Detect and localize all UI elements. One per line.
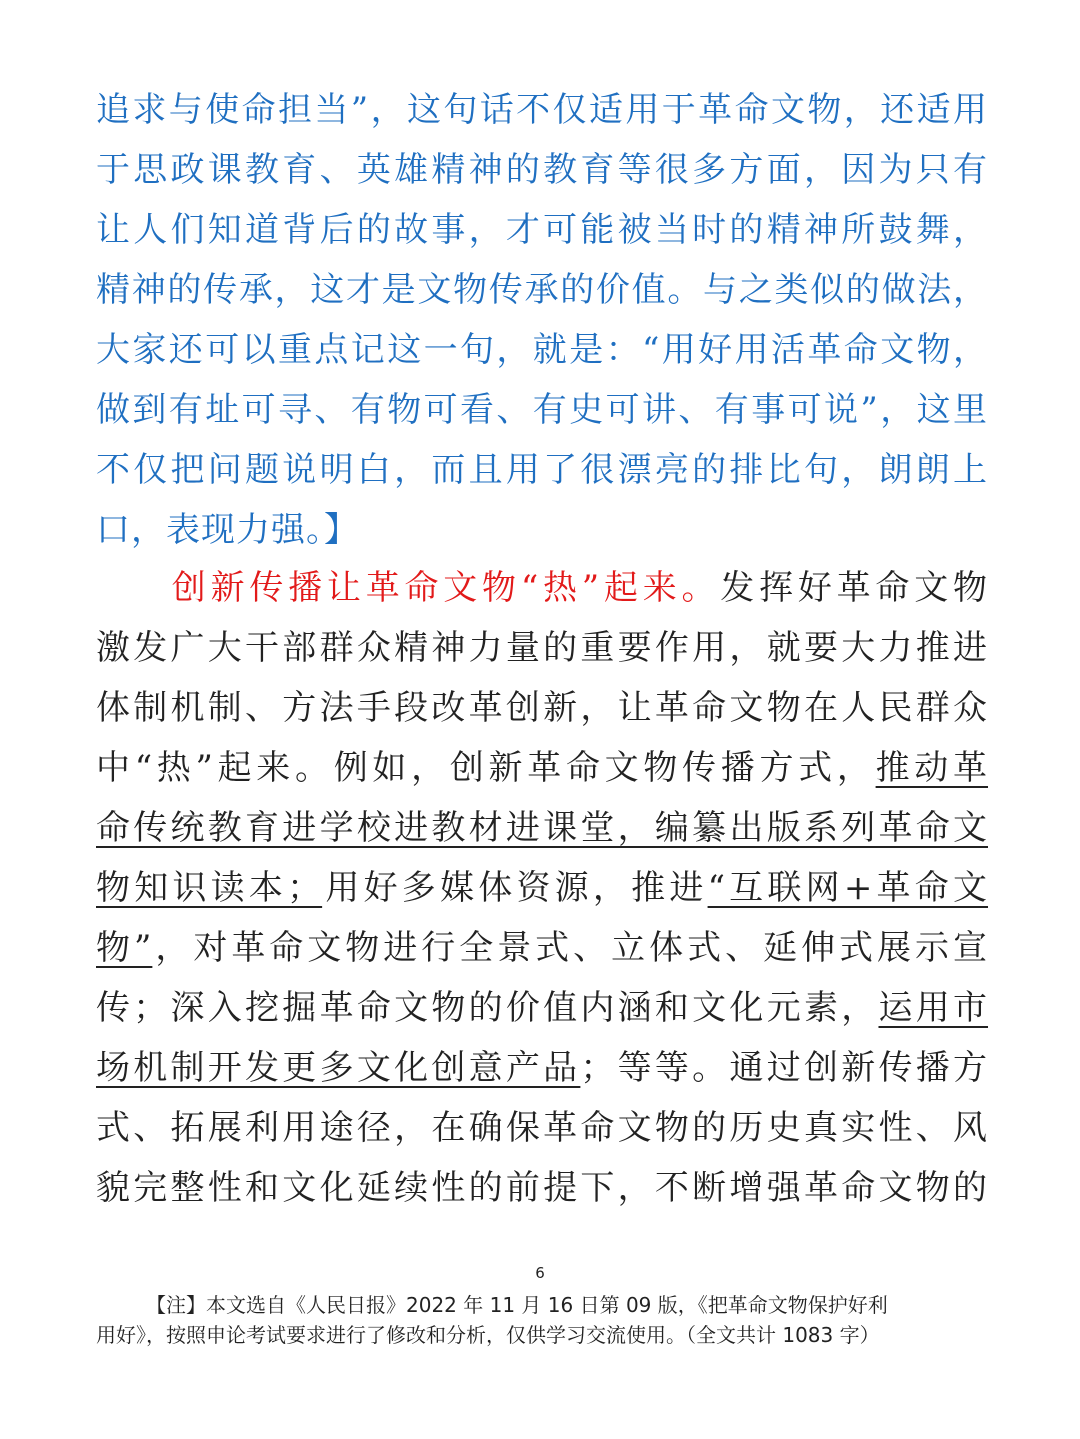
body-text: 中“热”起来。例如，创新革命文物传播方式， [96, 748, 876, 788]
commentary-line: 于思政课教育、英雄精神的教育等很多方面，因为只有 [96, 150, 988, 190]
body-line [96, 1038, 988, 1098]
commentary-paragraph [96, 80, 988, 560]
footnote [96, 1290, 988, 1350]
page-number: 6 [535, 1264, 545, 1282]
body-text: 传；深入挖掘革命文物的价值内涵和文化元素， [96, 988, 879, 1028]
body-text: ；等等。通过创新传播方 [580, 1048, 988, 1088]
body-paragraph [96, 558, 988, 1218]
underlined-text: 物” [96, 928, 153, 968]
underlined-text: “互联网+革命文 [707, 868, 989, 908]
body-line [96, 918, 988, 978]
body-line [96, 978, 988, 1038]
underlined-text: 场机制开发更多文化创意产品 [96, 1048, 581, 1088]
commentary-line: 精神的传承，这才是文物传承的价值。与之类似的做法， [96, 270, 988, 310]
body-line [96, 798, 988, 858]
commentary-line: 口，表现力强。】 [96, 510, 359, 550]
body-line: 激发广大干部群众精神力量的重要作用，就要大力推进 [96, 628, 988, 668]
underlined-text: 命传统教育进学校进教材进课堂，编纂出版系列革命文 [96, 808, 988, 848]
body-text: 发挥好革命文物 [720, 568, 988, 608]
commentary-line: 不仅把问题说明白，而且用了很漂亮的排比句，朗朗上 [96, 450, 988, 490]
footnote-line: 【注】本文选自《人民日报》2022 年 11 月 16 日第 09 版，《把革命文物保护好利 [146, 1293, 888, 1317]
commentary-line: 做到有址可寻、有物可看、有史可讲、有事可说”，这里 [96, 390, 988, 430]
body-line [96, 858, 988, 918]
commentary-line: 大家还可以重点记这一句，就是：“用好用活革命文物， [96, 330, 988, 370]
body-text: 用好多媒体资源，推进 [322, 868, 708, 908]
section-headline: 创新传播让革命文物“热”起来。 [168, 568, 721, 608]
commentary-line: 追求与使命担当”，这句话不仅适用于革命文物，还适用 [96, 90, 988, 130]
body-line: 貌完整性和文化延续性的前提下，不断增强革命文物的 [96, 1168, 988, 1208]
body-line: 式、拓展利用途径，在确保革命文物的历史真实性、风 [96, 1108, 988, 1148]
underlined-text: 推动革 [875, 748, 989, 788]
body-line: 体制机制、方法手段改革创新，让革命文物在人民群众 [96, 688, 988, 728]
body-line [96, 558, 988, 618]
underlined-text: 物知识读本； [96, 868, 323, 908]
commentary-line: 让人们知道背后的故事，才可能被当时的精神所鼓舞， [96, 210, 988, 250]
underlined-text: 运用市 [878, 988, 989, 1028]
body-text: ，对革命文物进行全景式、立体式、延伸式展示宣 [152, 928, 988, 968]
footnote-line: 用好》，按照申论考试要求进行了修改和分析，仅供学习交流使用。（全文共计 1083 字） [96, 1323, 880, 1347]
body-line [96, 738, 988, 798]
